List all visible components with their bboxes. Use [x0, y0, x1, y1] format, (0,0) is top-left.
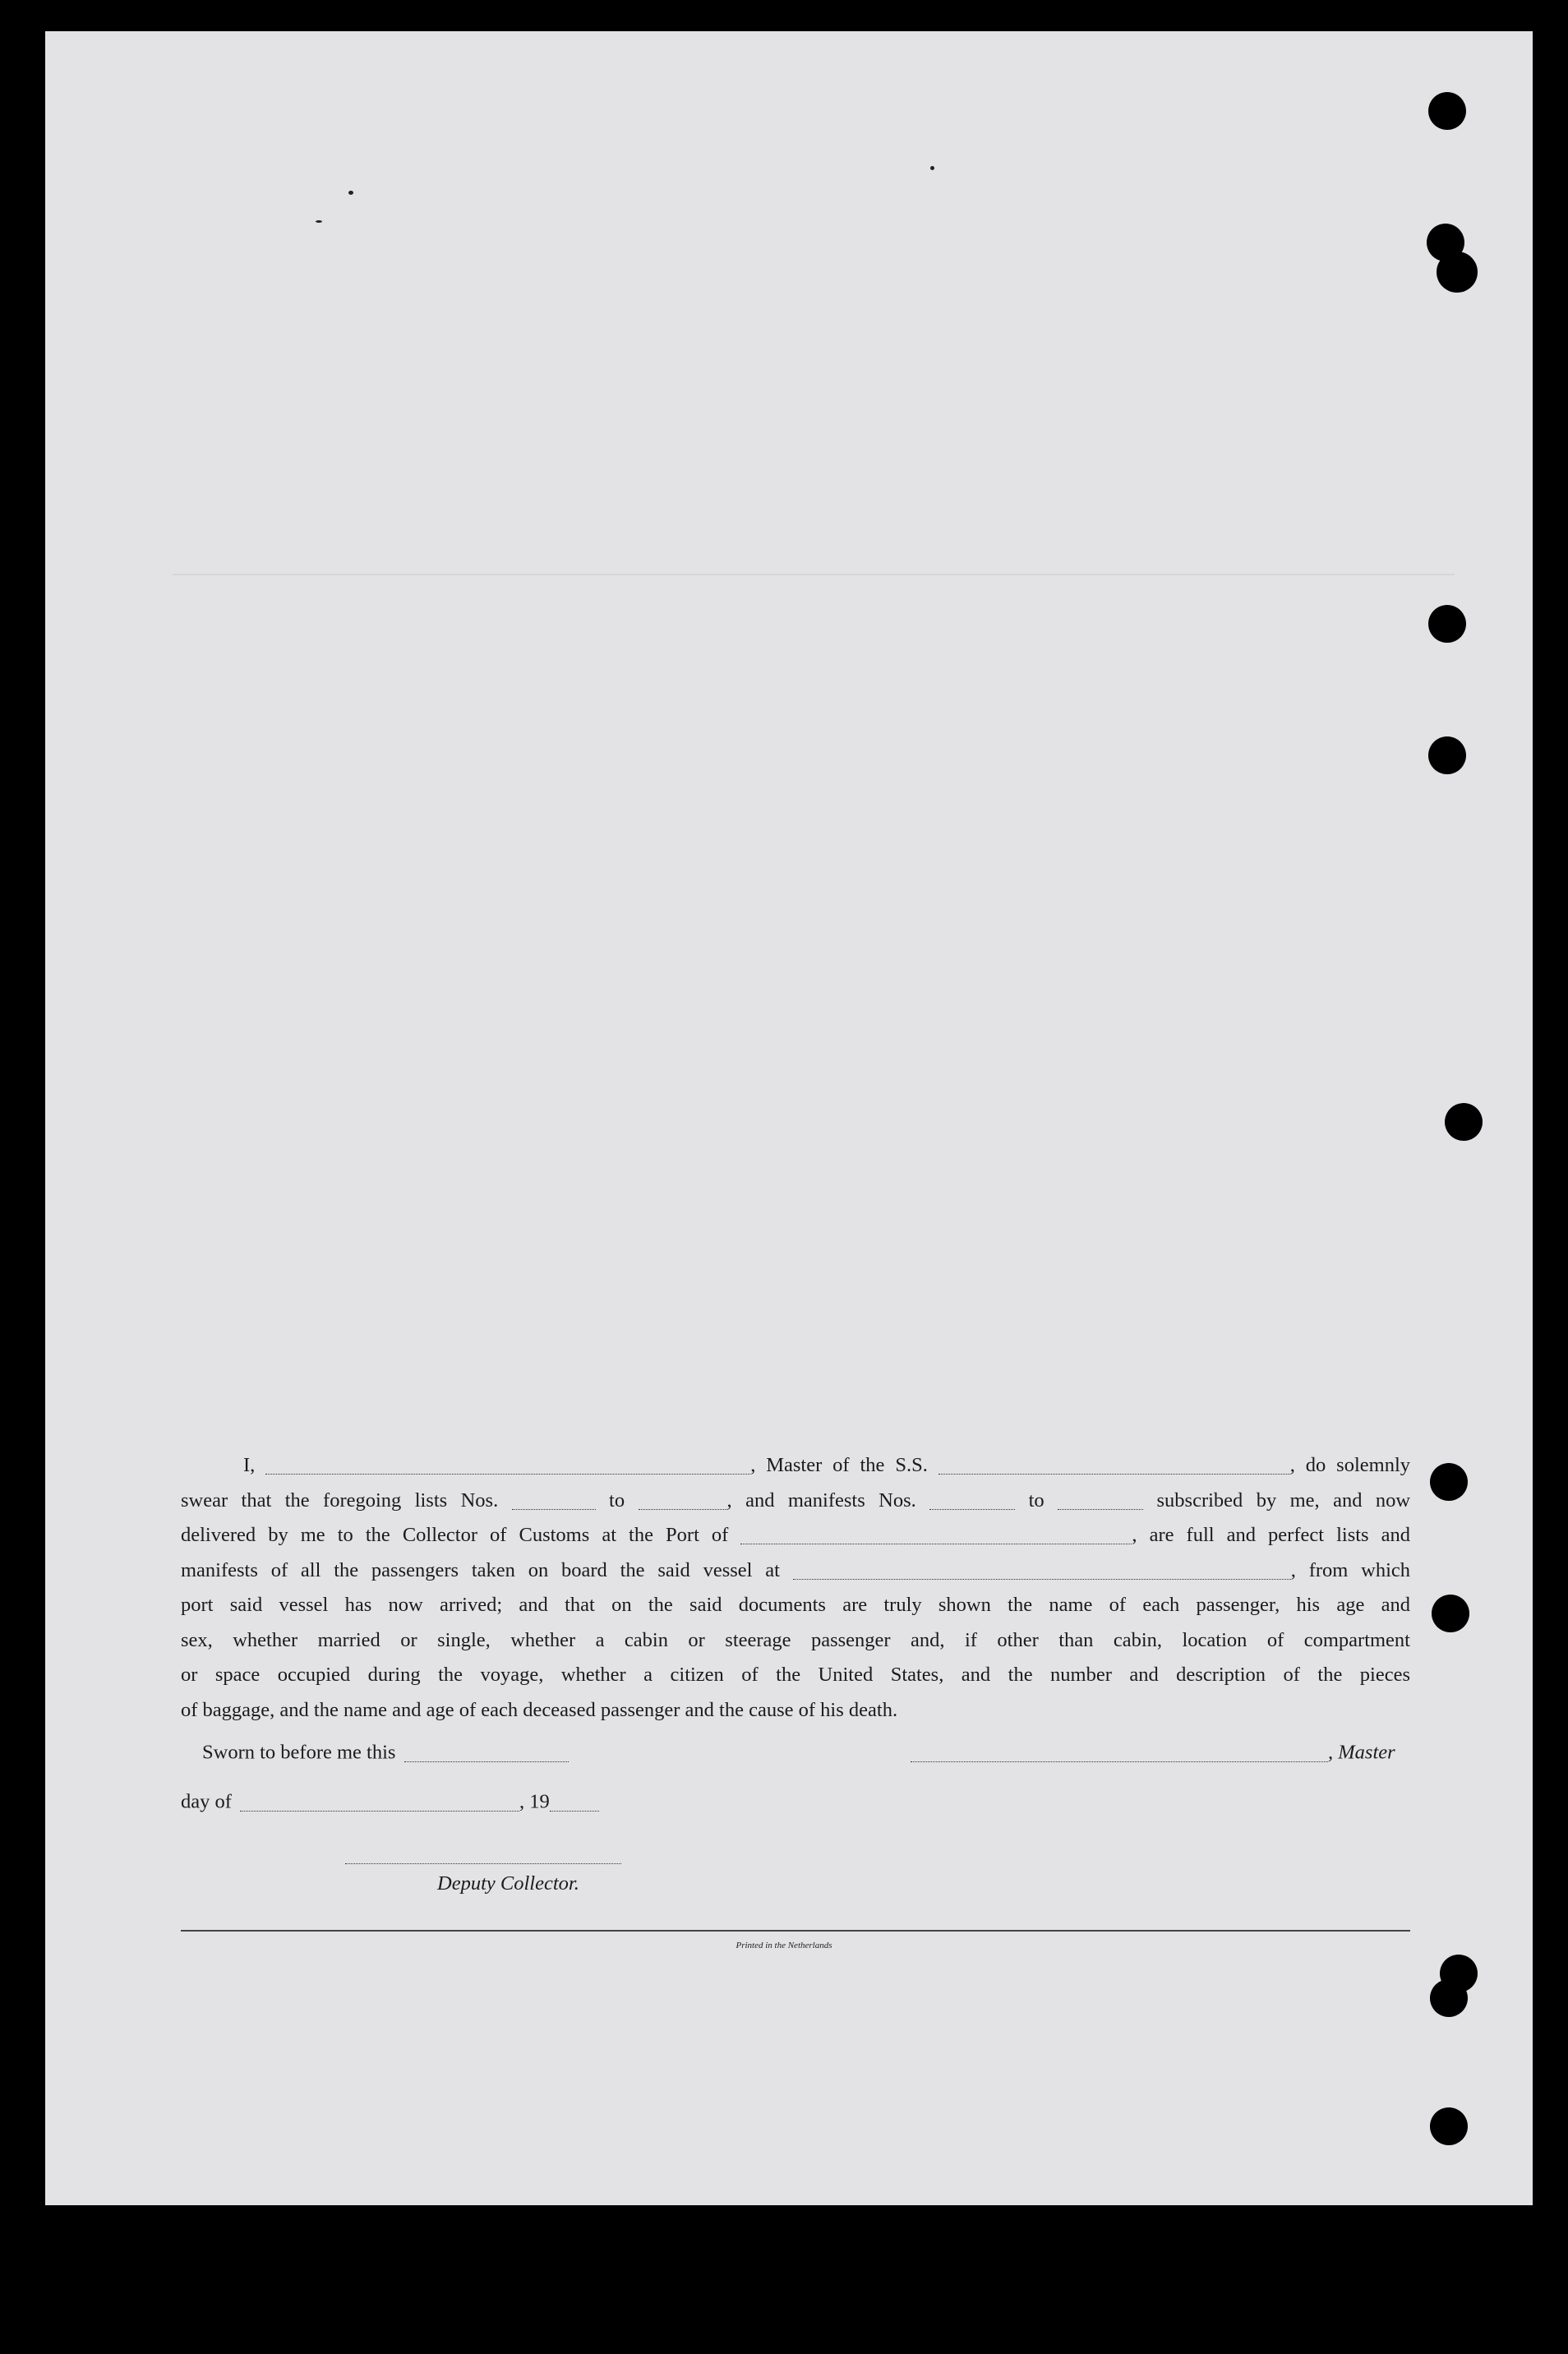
sworn-line — [202, 1741, 569, 1765]
oath-line-7: or space occupied during the voyage, whether a citizen of the United States, and the number and description of the pieces — [181, 1664, 1410, 1686]
punch-hole — [1437, 252, 1478, 293]
punch-hole — [1430, 1463, 1468, 1501]
oath-text: manifests of all the passengers taken on board the said vessel at — [181, 1558, 780, 1581]
oath-line-3 — [181, 1518, 1410, 1553]
list-no-to-field[interactable] — [639, 1489, 727, 1510]
oath-line-4 — [181, 1553, 1410, 1589]
oath-text: , are full and perfect lists and — [1132, 1524, 1411, 1546]
form-sheet — [45, 31, 1533, 2205]
day-of-label: day of — [181, 1790, 232, 1813]
master-signature-line — [911, 1741, 1395, 1765]
oath-text: to — [1028, 1489, 1045, 1512]
year-label: , 19 — [519, 1790, 550, 1813]
list-no-from-field[interactable] — [512, 1489, 596, 1510]
footer-rule — [181, 1930, 1410, 1932]
oath-text: I, — [243, 1454, 256, 1476]
printed-in-note: Printed in the Netherlands — [736, 1941, 832, 1950]
oath-text: , and manifests Nos. — [726, 1489, 916, 1512]
oath-text: , do solemnly — [1289, 1454, 1410, 1476]
ship-name-field[interactable] — [938, 1454, 1290, 1475]
deputy-signature-field[interactable] — [345, 1843, 621, 1864]
deputy-collector-label: Deputy Collector. — [437, 1872, 579, 1895]
oath-line-5: port said vessel has now arrived; and that on the said documents are truly shown the name of each passenger, his age and — [181, 1594, 1410, 1616]
masters-oath — [181, 1448, 1410, 1728]
oath-line-2 — [181, 1484, 1410, 1519]
oath-line-8: of baggage, and the name and age of each deceased passenger and the cause of his death. — [181, 1698, 898, 1721]
boarding-place-field[interactable] — [793, 1558, 1291, 1580]
sworn-date-field[interactable] — [404, 1741, 569, 1762]
master-name-field[interactable] — [265, 1454, 750, 1475]
ink-speck — [348, 191, 353, 195]
day-month-field[interactable] — [240, 1790, 519, 1812]
punch-hole — [1428, 605, 1466, 643]
oath-text: swear that the foregoing lists Nos. — [181, 1489, 499, 1512]
punch-hole — [1428, 92, 1466, 130]
oath-text: , Master of the S.S. — [750, 1454, 928, 1476]
oath-text: subscribed by me, and now — [1156, 1489, 1411, 1512]
master-signature-field[interactable] — [911, 1741, 1328, 1762]
deputy-signature-line — [345, 1843, 621, 1867]
faint-bleedthrough-line — [173, 574, 1455, 575]
sworn-label: Sworn to before me this — [202, 1741, 396, 1764]
punch-hole — [1432, 1595, 1469, 1632]
port-field[interactable] — [740, 1524, 1132, 1545]
manifest-no-from-field[interactable] — [929, 1489, 1015, 1510]
punch-hole — [1430, 1979, 1468, 2017]
year-field[interactable] — [550, 1790, 599, 1812]
oath-line-6: sex, whether married or single, whether a cabin or steerage passenger and, if other than cabin, location of compartment — [181, 1628, 1410, 1651]
manifest-no-to-field[interactable] — [1058, 1489, 1143, 1510]
day-of-line — [181, 1790, 599, 1814]
oath-text: , from which — [1290, 1558, 1411, 1581]
punch-hole — [1445, 1103, 1483, 1141]
master-label: , Master — [1328, 1741, 1395, 1764]
oath-text: delivered by me to the Collector of Customs at the Port of — [181, 1524, 729, 1546]
oath-line-1 — [181, 1448, 1410, 1484]
oath-text: to — [609, 1489, 625, 1512]
ink-speck — [930, 166, 934, 170]
punch-hole — [1428, 736, 1466, 774]
punch-hole — [1430, 2107, 1468, 2145]
ink-speck — [316, 220, 322, 223]
